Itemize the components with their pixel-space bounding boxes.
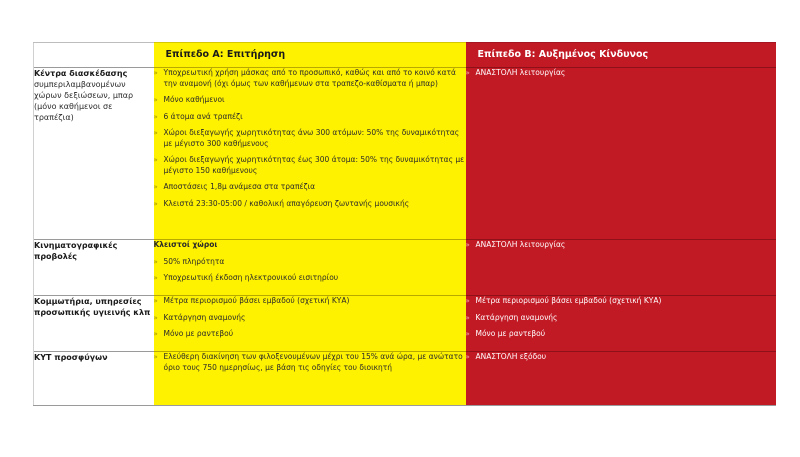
bullet-icon: » [153, 353, 158, 361]
bullet-icon: » [465, 241, 470, 249]
level-a-cell [154, 296, 466, 352]
bullet-icon: » [153, 129, 158, 137]
bullet-icon: » [465, 69, 470, 77]
bullet-icon: » [465, 353, 470, 361]
list-item: » Μόνο με ραντεβού [153, 329, 234, 338]
list-item: » 6 άτομα ανά τραπέζι [153, 111, 243, 121]
bullet-icon: » [465, 297, 470, 305]
subheading: Κλειστοί χώροι [153, 240, 218, 249]
list-item: » 50% πληρότητα [153, 256, 225, 266]
list-item: » Κατάργηση αναμονής [153, 312, 246, 322]
bullet-icon: » [465, 330, 470, 338]
category-title: ΚΥΤ προσφύγων [34, 353, 108, 362]
bullet-icon: » [153, 297, 158, 305]
list-item: » Χώροι διεξαγωγής χωρητικότητας άνω 300 ατόμων: 50% της δυναμικότητας με μέγιστο 300 καθήμενους [153, 128, 460, 148]
level-a-cell [154, 68, 466, 240]
bullet-icon: » [153, 112, 158, 121]
category-title: Κέντρα διασκέδασης [34, 69, 128, 78]
list-item: » Μόνο με ραντεβού [465, 329, 546, 338]
header-row [34, 43, 776, 68]
list-item: » Κλειστά 23:30-05:00 / καθολική απαγόρευση ζωντανής μουσικής [153, 198, 410, 208]
list-item: » ΑΝΑΣΤΟΛΗ λειτουργίας [465, 240, 566, 249]
list-item: » ΑΝΑΣΤΟΛΗ λειτουργίας [465, 68, 566, 77]
bullet-icon: » [153, 274, 158, 282]
level-a-cell [154, 352, 466, 406]
header-level-a: Επίπεδο Α: Επιτήρηση [154, 43, 466, 68]
list-item: » ΑΝΑΣΤΟΛΗ εξόδου [465, 352, 547, 361]
list-item: » Ελεύθερη διακίνηση των φιλοξενουμένων μέχρι του 15% ανά ώρα, με ανώτατο όριο τους 750 ημερησίως, με βάση τις οδηγίες του διοικητή [153, 352, 463, 372]
bullet-icon: » [153, 257, 158, 266]
list-item: » Αποστάσεις 1,8μ ανάμεσα στα τραπέζια [153, 182, 316, 191]
category-subtitle: συμπεριλαμβανομένων χώρων δεξιώσεων, μπαρ (μόνο καθήμενοι σε τραπέζια) [34, 80, 134, 122]
category-cell [34, 352, 154, 406]
table-row [34, 240, 776, 296]
bullet-icon: » [153, 199, 158, 208]
header-level-b: Επίπεδο Β: Αυξημένος Κίνδυνος [466, 43, 776, 68]
category-cell [34, 68, 154, 240]
table-row [34, 296, 776, 352]
list-item: » Μέτρα περιορισμού βάσει εμβαδού (σχετική ΚΥΑ) [465, 296, 662, 305]
category-title: Κομμωτήρια, υπηρεσίες προσωπικής υγιεινής κλπ [34, 297, 151, 317]
list-item: » Μόνο καθήμενοι [153, 95, 225, 104]
measures-table [33, 42, 776, 406]
bullet-icon: » [153, 313, 158, 322]
table-row [34, 352, 776, 406]
category-cell [34, 240, 154, 296]
level-b-cell [466, 240, 776, 296]
bullet-icon: » [153, 330, 158, 338]
category-cell [34, 296, 154, 352]
bullet-icon: » [153, 96, 158, 104]
bullet-icon: » [153, 183, 158, 191]
bullet-icon: » [465, 313, 470, 322]
level-a-cell [154, 240, 466, 296]
list-item: » Υποχρεωτική έκδοση ηλεκτρονικού εισιτηρίου [153, 273, 339, 282]
bullet-icon: » [153, 69, 158, 77]
level-b-cell [466, 68, 776, 240]
level-b-cell [466, 352, 776, 406]
category-title: Κινηματογραφικές προβολές [34, 241, 118, 261]
table-row [34, 68, 776, 240]
list-item: » Κατάργηση αναμονής [465, 312, 558, 322]
level-b-cell [466, 296, 776, 352]
list-item: » Μέτρα περιορισμού βάσει εμβαδού (σχετική ΚΥΑ) [153, 296, 350, 305]
list-item: » Υποχρεωτική χρήση μάσκας από το προσωπικό, καθώς και από το κοινό κατά την αναμονή (όχι όμως των καθήμενων στα τραπεζο-καθίσματα ή μπαρ) [153, 68, 456, 88]
bullet-icon: » [153, 156, 158, 164]
header-category [34, 43, 154, 68]
list-item: » Χώροι διεξαγωγής χωρητικότητας έως 300 άτομα: 50% της δυναμικότητας με μέγιστο 150 καθήμενους [153, 155, 465, 175]
